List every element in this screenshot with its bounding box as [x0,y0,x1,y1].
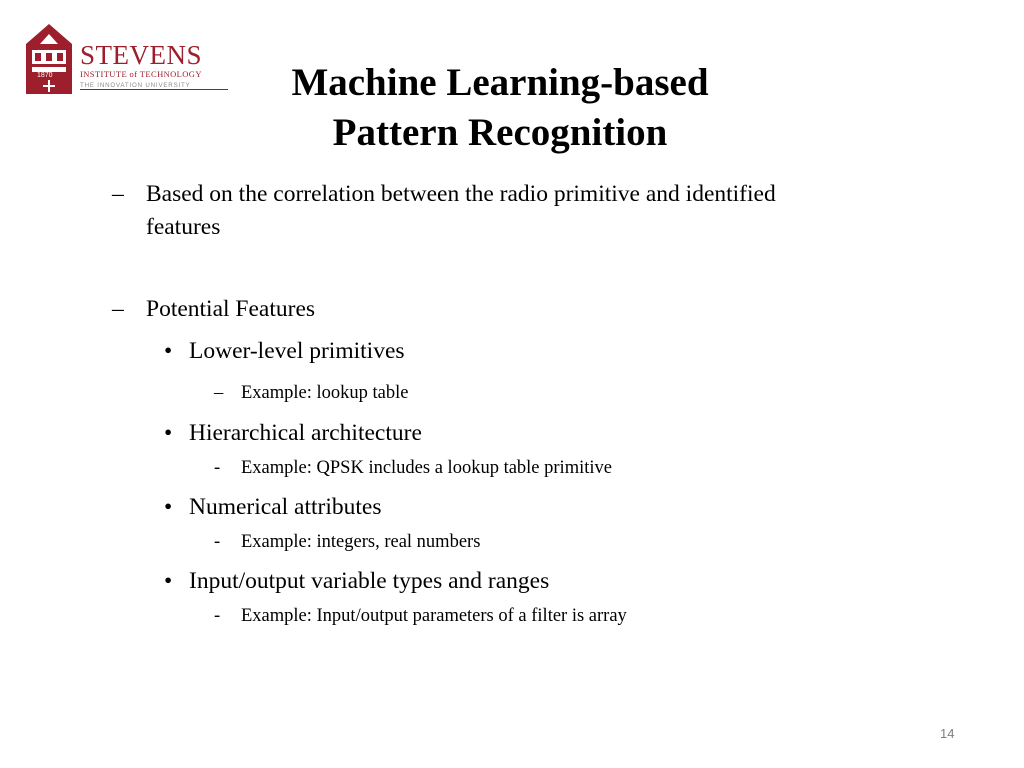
page-number: 14 [940,726,955,741]
detail-text: Example: integers, real numbers [241,532,481,552]
bullet-text-line-2: features [146,214,221,240]
title-line-1: Machine Learning-based [291,61,709,104]
dash-marker: – [112,181,124,207]
dash-marker: - [214,458,221,478]
sub-bullet-text: Input/output variable types and ranges [189,568,550,594]
detail-text: Example: lookup table [241,383,409,403]
detail-text: Example: QPSK includes a lookup table primitive [241,458,612,478]
slide-title [240,58,760,158]
dash-marker: – [214,383,224,403]
logo-divider [80,89,228,90]
dash-marker: - [214,606,221,626]
sub-bullet-text: Hierarchical architecture [189,420,422,446]
sub-bullet-text: Numerical attributes [189,494,382,520]
stevens-seal-icon [22,22,76,106]
bullet-marker: • [164,420,173,446]
detail-text: Example: Input/output parameters of a filter is array [241,606,627,626]
title-line-2: Pattern Recognition [332,111,668,154]
sub-bullet-text: Lower-level primitives [189,338,405,364]
dash-marker: - [214,532,221,552]
bullet-text-line-1: Based on the correlation between the radio primitive and identified [146,181,776,207]
logo-year: 1870 [37,72,53,79]
bullet-marker: • [164,494,173,520]
stevens-logo [22,22,212,106]
logo-tagline: THE INNOVATION UNIVERSITY [80,82,191,89]
bullet-marker: • [164,568,173,594]
logo-name: STEVENS [80,40,203,70]
logo-subtitle: INSTITUTE of TECHNOLOGY [80,69,202,79]
bullet-text: Potential Features [146,296,316,322]
bullet-marker: • [164,338,173,364]
dash-marker: – [112,296,124,322]
